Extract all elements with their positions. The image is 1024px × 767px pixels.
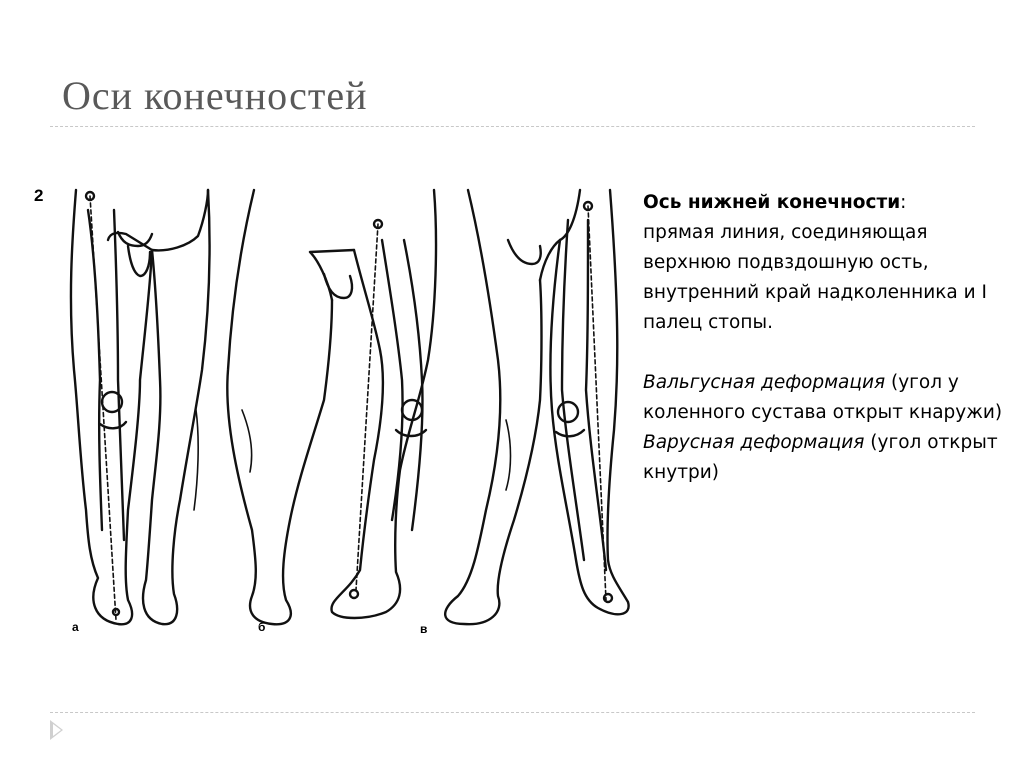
paragraph-gap (643, 338, 1003, 368)
triangle-bullet-icon (50, 720, 63, 740)
valgus-term: Вальгусная деформация (643, 372, 886, 393)
panel-label-c: в (420, 622, 428, 636)
axis-term: Ось нижней конечности (643, 192, 901, 213)
axis-definition: прямая линия, соединяющая верхнюю подвздошную ость, внутренний край надколенника и I палец стопы. (643, 222, 988, 333)
top-divider (50, 126, 975, 127)
valgus-description: (угол у коленного сустава открыт кнаружи) (643, 372, 1003, 423)
leg-axes-illustration (28, 180, 638, 640)
panel-c-legs (445, 190, 628, 624)
panel-label-b: б (258, 620, 266, 634)
varus-term: Варусная деформация (643, 432, 865, 453)
panel-b-legs (227, 190, 436, 624)
leg-axes-figure (28, 180, 638, 640)
panel-label-a: а (72, 620, 79, 634)
slide-title: Оси конечностей (62, 73, 368, 118)
varus-paragraph (643, 428, 1003, 488)
bottom-divider (50, 712, 975, 713)
axis-definition-paragraph (643, 188, 1003, 338)
valgus-paragraph (643, 368, 1003, 428)
figure-number: 2 (34, 186, 44, 205)
varus-description: (угол открыт кнутри) (643, 432, 998, 483)
axis-colon: : (900, 192, 907, 213)
panel-a-legs (71, 190, 210, 624)
description-text (643, 188, 1003, 488)
